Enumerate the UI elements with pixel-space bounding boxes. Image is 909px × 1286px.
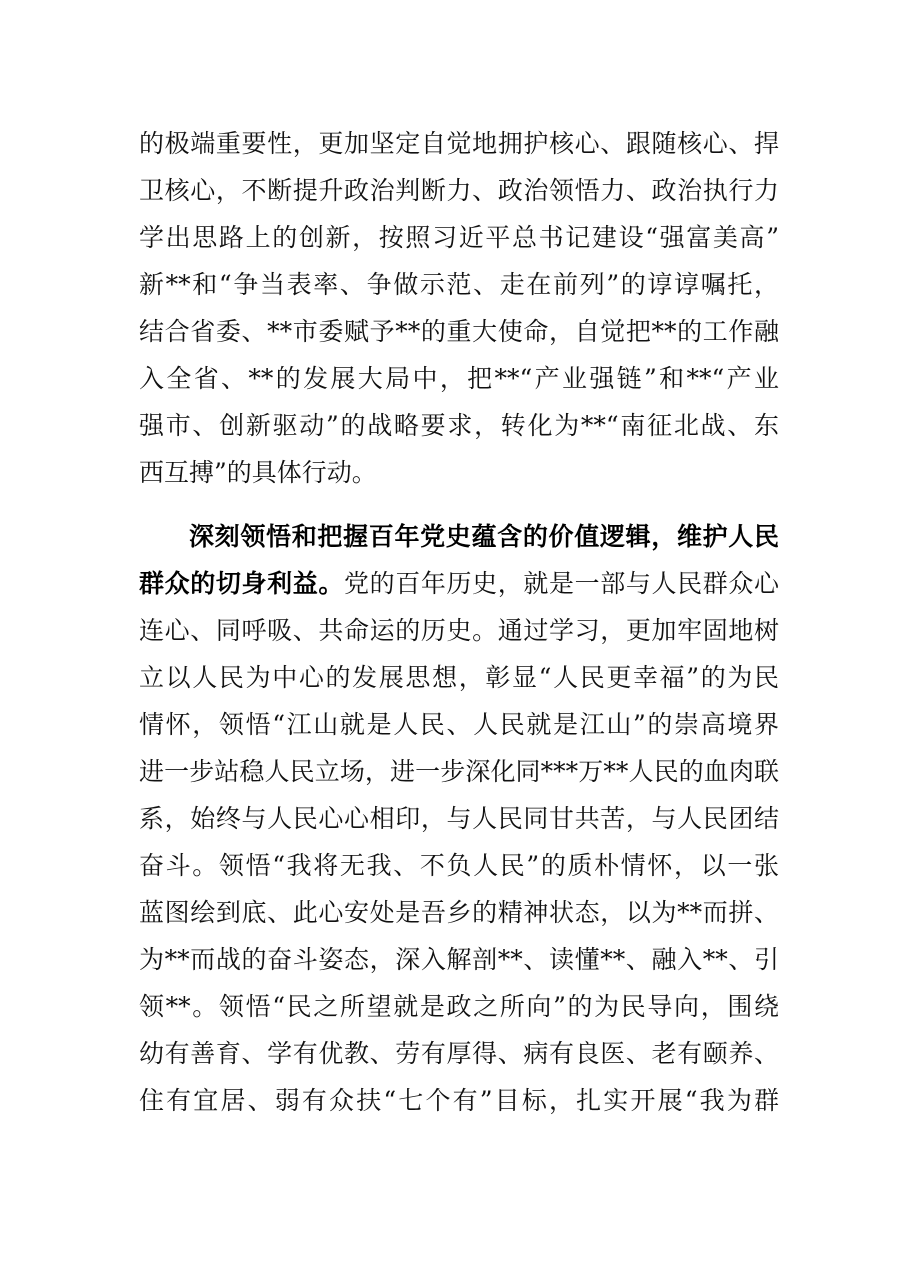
section-heading: 深刻领悟和把握百年党史蕴含的价值逻辑，维护人民: [189, 522, 779, 551]
text-line: 立以人民为中心的发展思想，彰显“人民更幸福”的为民: [139, 663, 779, 692]
paragraph-2: [139, 513, 779, 1124]
text-line: 住有宜居、弱有众扶“七个有”目标，扎实开展“我为群: [139, 1086, 779, 1115]
text-line: 系，始终与人民心心相印，与人民同甘共苦，与人民团结: [139, 804, 779, 833]
text-line: 西互搏”的具体行动。: [139, 458, 377, 487]
text-line: 学出思路上的创新，按照习近平总书记建设“强富美高”: [139, 223, 779, 252]
text-line: 情怀，领悟“江山就是人民、人民就是江山”的崇高境界: [139, 710, 779, 739]
text-line: 强市、创新驱动”的战略要求，转化为**“南征北战、东: [139, 411, 779, 440]
text-line: 结合省委、**市委赋予**的重大使命，自觉把**的工作融: [139, 317, 779, 346]
paragraph-1: [139, 120, 779, 496]
text-line: 连心、同呼吸、共命运的历史。通过学习，更加牢固地树: [139, 616, 779, 645]
text-line: 进一步站稳人民立场，进一步深化同***万**人民的血肉联: [139, 757, 779, 786]
text-line-mixed: [139, 560, 779, 607]
document-body: [139, 120, 779, 1124]
text-line: 为**而战的奋斗姿态，深入解剖**、读懂**、融入**、引: [139, 945, 779, 974]
paragraph-gap: [139, 496, 779, 513]
text-line: 入全省、**的发展大局中，把**“产业强链”和**“产业: [139, 364, 779, 393]
text-line: 领**。领悟“民之所望就是政之所向”的为民导向，围绕: [139, 992, 779, 1021]
text-line: 蓝图绘到底、此心安处是吾乡的精神状态，以为**而拼、: [139, 898, 779, 927]
text-line-rest: 党的百年历史，就是一部与人民群众心: [344, 569, 779, 598]
section-heading-end: 群众的切身利益。: [139, 569, 344, 598]
text-line: 卫核心，不断提升政治判断力、政治领悟力、政治执行力: [139, 176, 779, 205]
text-line: 奋斗。领悟“我将无我、不负人民”的质朴情怀，以一张: [139, 851, 779, 880]
text-line: 新**和“争当表率、争做示范、走在前列”的谆谆嘱托，: [139, 270, 779, 299]
text-line: 的极端重要性，更加坚定自觉地拥护核心、跟随核心、捍: [139, 129, 779, 158]
text-line: 幼有善育、学有优教、劳有厚得、病有良医、老有颐养、: [139, 1039, 779, 1068]
